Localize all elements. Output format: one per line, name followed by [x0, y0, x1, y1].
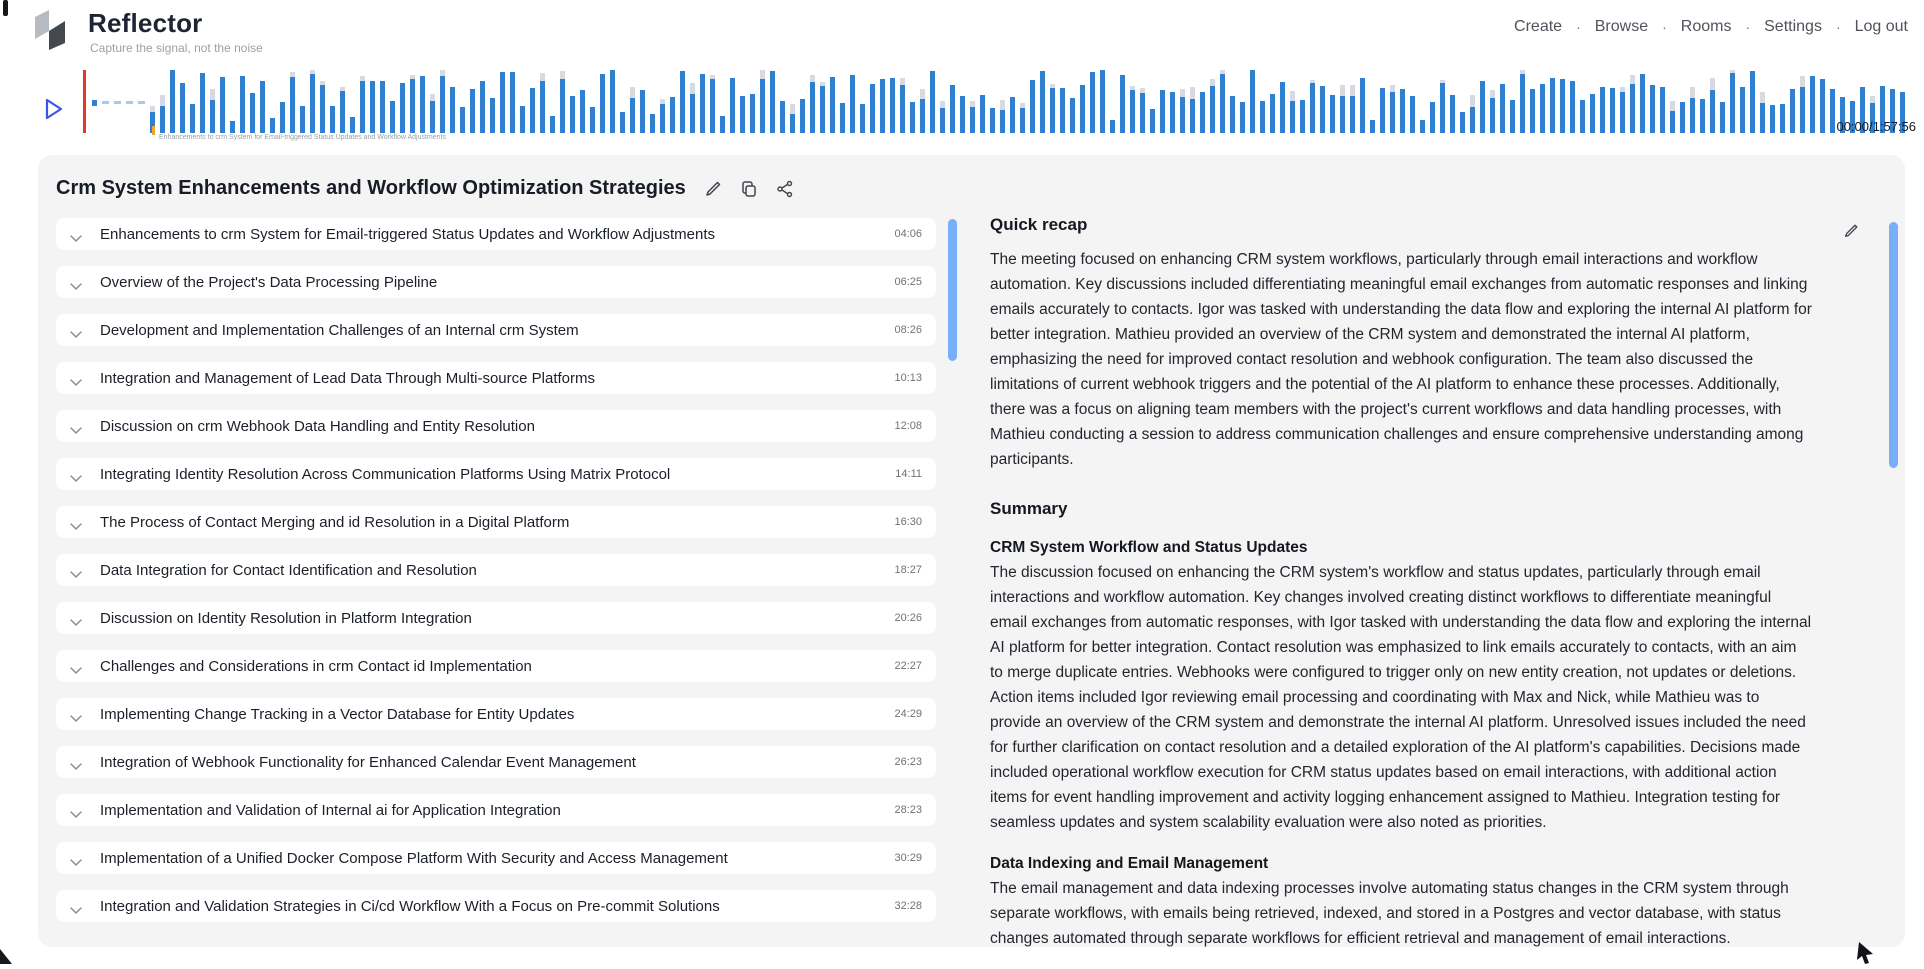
- nav-create[interactable]: Create: [1514, 18, 1563, 35]
- topic-timestamp: 32:28: [894, 900, 922, 912]
- play-button[interactable]: [44, 98, 64, 120]
- player-time: 00:00/1:57:56: [1836, 119, 1916, 134]
- summary-sections: [990, 539, 1812, 951]
- topic-title: The Process of Contact Merging and id Resolution in a Digital Platform: [100, 513, 570, 531]
- chevron-down-icon[interactable]: [70, 758, 82, 766]
- chevron-down-icon[interactable]: [70, 422, 82, 430]
- meeting-title-row: [56, 177, 794, 200]
- waveform-topic-marker: [152, 126, 446, 141]
- brand-name: Reflector: [88, 8, 203, 38]
- summary-scrollbar[interactable]: [1889, 222, 1898, 468]
- topic-title: Challenges and Considerations in crm Contact id Implementation: [100, 657, 532, 675]
- topic-title: Implementation of a Unified Docker Compose Platform With Security and Access Management: [100, 849, 728, 867]
- quick-recap-text: The meeting focused on enhancing CRM system workflows, particularly through email interactions and workflow automation. Key discussions included differentiating meaningful email exchanges from automatic responses and linking emails accurately to contacts. Igor was tasked with understanding the data flow and exploring the internal AI platform for better integration. Mathieu provided an overview of the CRM system and demonstrated the internal AI platform, emphasizing the need for improved contact resolution and webhook configuration. The team also discussed the limitations of current webhook triggers and the potential of the AI platform to enhance these processes. Additionally, there was a focus on aligning team members with the project's current workflows and data handling processes, with Mathieu conducting a session to address communication challenges and ensure comprehensive understanding among participants.: [990, 251, 1812, 468]
- topic-row[interactable]: [56, 554, 936, 586]
- summary-section: [990, 855, 1812, 951]
- meeting-title: Crm System Enhancements and Workflow Optimization Strategies: [56, 177, 686, 199]
- summary-section-heading: Data Indexing and Email Management: [990, 855, 1269, 872]
- nav-settings[interactable]: Settings: [1764, 18, 1822, 35]
- topic-row[interactable]: [56, 794, 936, 826]
- topic-timestamp: 10:13: [894, 372, 922, 384]
- summary-column: [990, 215, 1812, 951]
- topic-timestamp: 04:06: [894, 228, 922, 240]
- share-icon[interactable]: [776, 180, 794, 198]
- top-nav: [1514, 18, 1908, 36]
- topic-row[interactable]: [56, 698, 936, 730]
- meeting-panel: [38, 155, 1905, 947]
- topic-row[interactable]: [56, 266, 936, 298]
- nav-separator: ·: [1835, 19, 1841, 35]
- topic-title: Implementing Change Tracking in a Vector Database for Entity Updates: [100, 705, 575, 723]
- chevron-down-icon[interactable]: [70, 662, 82, 670]
- nav-separator: ·: [1576, 19, 1581, 35]
- topic-title: Discussion on crm Webhook Data Handling and Entity Resolution: [100, 417, 535, 435]
- topic-timestamp: 06:25: [894, 276, 922, 288]
- copy-title-icon[interactable]: [740, 180, 758, 198]
- reflector-logo: [34, 8, 66, 50]
- chevron-down-icon[interactable]: [70, 278, 82, 286]
- chevron-down-icon[interactable]: [70, 710, 82, 718]
- topic-marker-tick-icon: [152, 126, 155, 135]
- chevron-down-icon[interactable]: [70, 806, 82, 814]
- topic-title: Development and Implementation Challenges of an Internal crm System: [100, 321, 579, 339]
- topic-title: Enhancements to crm System for Email-triggered Status Updates and Workflow Adjustments: [100, 225, 715, 243]
- topic-timestamp: 22:27: [894, 660, 922, 672]
- screen-artifact: [3, 0, 8, 16]
- topic-timestamp: 14:11: [895, 468, 922, 480]
- nav-log-out[interactable]: Log out: [1854, 18, 1908, 35]
- chevron-down-icon[interactable]: [70, 854, 82, 862]
- topic-title: Integration and Management of Lead Data Through Multi-source Platforms: [100, 369, 595, 387]
- quick-recap-heading: Quick recap: [990, 215, 1088, 234]
- topic-title: Discussion on Identity Resolution in Platform Integration: [100, 609, 472, 627]
- topic-row[interactable]: [56, 314, 936, 346]
- title-actions: [704, 180, 794, 198]
- topic-title: Implementation and Validation of Internal ai for Application Integration: [100, 801, 561, 819]
- topic-timestamp: 24:29: [894, 708, 922, 720]
- playhead-cursor[interactable]: [83, 70, 86, 133]
- topic-row[interactable]: [56, 218, 936, 250]
- chevron-down-icon[interactable]: [70, 566, 82, 574]
- topic-row[interactable]: [56, 650, 936, 682]
- topic-title: Integration and Validation Strategies in Ci/cd Workflow With a Focus on Pre-commit Solutions: [100, 897, 720, 915]
- topic-row[interactable]: [56, 602, 936, 634]
- topic-row[interactable]: [56, 410, 936, 442]
- topic-row[interactable]: [56, 890, 936, 922]
- summary-heading: Summary: [990, 499, 1068, 518]
- topic-timestamp: 30:29: [894, 852, 922, 864]
- nav-separator: ·: [1662, 19, 1667, 35]
- topic-title: Data Integration for Contact Identification and Resolution: [100, 561, 477, 579]
- topic-row[interactable]: [56, 842, 936, 874]
- topic-title: Overview of the Project's Data Processing Pipeline: [100, 273, 438, 291]
- topic-timestamp: 28:23: [894, 804, 922, 816]
- chevron-down-icon[interactable]: [70, 902, 82, 910]
- summary-section-body: The email management and data indexing processes involve automating status changes in the CRM system through separate workflows, with emails being retrieved, indexed, and stored in a Postgres and vector database, with status changes automated through separate workflows for efficient retrieval and management of email interactions.: [990, 880, 1789, 947]
- audio-waveform[interactable]: [92, 70, 1916, 133]
- topic-marker-label: Enhancements to crm System for Email-triggered Status Updates and Workflow Adjustments: [159, 134, 446, 141]
- mouse-cursor: [1855, 941, 1877, 964]
- topic-timestamp: 26:23: [894, 756, 922, 768]
- edit-summary-icon[interactable]: [1843, 223, 1859, 239]
- chevron-down-icon[interactable]: [70, 374, 82, 382]
- topic-title: Integrating Identity Resolution Across Communication Platforms Using Matrix Protocol: [100, 465, 671, 483]
- topic-timestamp: 20:26: [894, 612, 922, 624]
- topic-row[interactable]: [56, 458, 936, 490]
- topic-list: [56, 218, 936, 916]
- topic-row[interactable]: [56, 746, 936, 778]
- nav-separator: ·: [1745, 19, 1751, 35]
- summary-section: [990, 539, 1812, 835]
- nav-rooms[interactable]: Rooms: [1680, 18, 1732, 35]
- topic-timestamp: 12:08: [894, 420, 922, 432]
- summary-section-heading: CRM System Workflow and Status Updates: [990, 539, 1308, 556]
- chevron-down-icon[interactable]: [70, 326, 82, 334]
- topic-timestamp: 18:27: [894, 564, 922, 576]
- chevron-down-icon[interactable]: [70, 230, 82, 238]
- topic-row[interactable]: [56, 362, 936, 394]
- chevron-down-icon[interactable]: [70, 614, 82, 622]
- nav-browse[interactable]: Browse: [1594, 18, 1649, 35]
- chevron-down-icon[interactable]: [70, 518, 82, 526]
- summary-section-body: The discussion focused on enhancing the CRM system's workflow and status updates, particularly through email interactions and workflow automation. Key changes involved creating distinct workflows to differentiate meaningful email exchanges from automatic responses, with Igor tasked with understanding the data flow and exploring the internal AI platform for better integration. Contact resolution was emphasized to link emails accurately to contacts, with an aim to merge duplicate entries. Webhooks were configured to trigger only on new entity creation, not updates or deletions. Action items included Igor reviewing email processing and coordinating with Max and Nick, while Mathieu was to provide an overview of the CRM system and demonstrate the internal AI platform. Unresolved issues included the need for further clarification on contact resolution and a detailed exploration of the AI platform's capabilities. Decisions made included operational workflow execution for CRM status updates based on email interactions, with additional action items for event handling improvement and activity logging enhancement assigned to Mathieu. Integration testing for seamless updates and system scalability evaluation were also noted as priorities.: [990, 564, 1812, 831]
- brand-tagline: Capture the signal, not the noise: [90, 41, 263, 55]
- topic-row[interactable]: [56, 506, 936, 538]
- screen-artifact: [0, 949, 12, 964]
- topic-timestamp: 08:26: [894, 324, 922, 336]
- chevron-down-icon[interactable]: [70, 470, 82, 478]
- edit-title-icon[interactable]: [704, 180, 722, 198]
- topic-timestamp: 16:30: [894, 516, 922, 528]
- topic-list-scrollbar[interactable]: [948, 219, 957, 361]
- topic-title: Integration of Webhook Functionality for Enhanced Calendar Event Management: [100, 753, 636, 771]
